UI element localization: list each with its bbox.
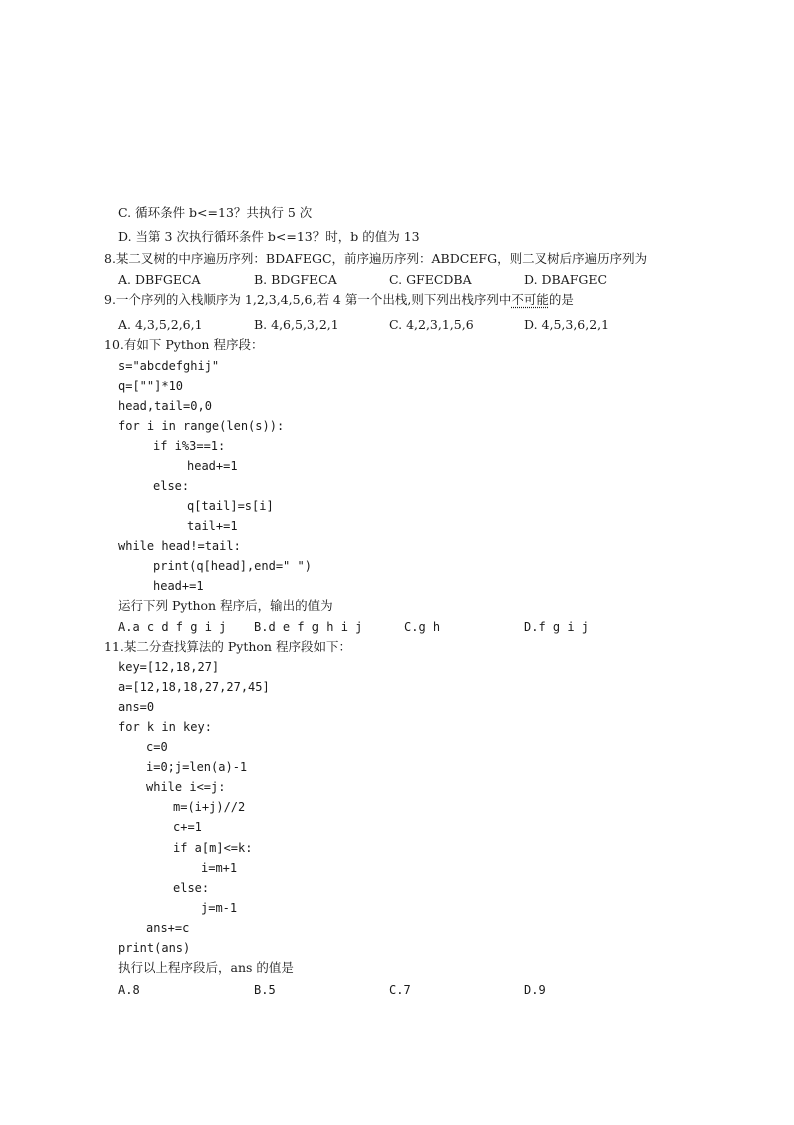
q10-stem: 10.有如下 Python 程序段： (104, 337, 264, 352)
q10-code-line: q=[""]*10 (118, 379, 184, 393)
q7-option-d: D. 当第 3 次执行循环条件 b<=13？时，b 的值为 13 (118, 229, 420, 244)
q10-option-b: B.d e f g h i j (254, 620, 363, 634)
q11-stem: 11.某二分查找算法的 Python 程序段如下： (104, 639, 351, 654)
q9-option-d: D. 4,5,3,6,2,1 (524, 317, 610, 332)
q11-option-a: A.8 (118, 983, 140, 997)
q10-option-d: D.f g i j (524, 620, 590, 634)
q8-option-d: D. DBAFGEC (524, 272, 608, 287)
q11-option-c: C.7 (389, 983, 411, 997)
q10-code-line: q[tail]=s[i] (187, 499, 274, 513)
q10-code-line: for i in range(len(s)): (118, 419, 285, 433)
q9-option-a: A. 4,3,5,2,6,1 (118, 317, 203, 332)
q11-code-line: a=[12,18,18,27,27,45] (118, 680, 270, 694)
q10-code-line: if i%3==1: (153, 439, 226, 453)
q9-stem (104, 292, 574, 308)
q7-option-c: C. 循环条件 b<=13？共执行 5 次 (118, 205, 313, 220)
q10-question: 运行下列 Python 程序后，输出的值为 (118, 598, 333, 613)
q11-question: 执行以上程序段后，ans 的值是 (118, 960, 294, 975)
q8-option-a: A. DBFGECA (118, 272, 201, 287)
q10-code-line: head+=1 (153, 579, 204, 593)
q9-stem-pre: 9.一个序列的入栈顺序为 1,2,3,4,5,6,若 4 第一个出栈,则下列出栈序列中 (104, 292, 512, 307)
q11-code-line: i=m+1 (201, 861, 238, 875)
q10-code-line: print(q[head],end=" ") (153, 559, 312, 573)
q11-option-b: B.5 (254, 983, 276, 997)
q10-code-line: head,tail=0,0 (118, 399, 212, 413)
q11-code-line: j=m-1 (201, 901, 238, 915)
q9-stem-post: 的是 (548, 292, 574, 307)
q11-code-line: ans+=c (146, 921, 190, 935)
q9-option-b: B. 4,6,5,3,2,1 (254, 317, 339, 332)
q11-code-line: for k in key: (118, 720, 212, 734)
q11-option-d: D.9 (524, 983, 546, 997)
q11-code-line: ans=0 (118, 700, 155, 714)
q10-code-line: tail+=1 (187, 519, 238, 533)
q11-code-line: c+=1 (173, 820, 202, 834)
q10-option-c: C.g h (404, 620, 441, 634)
q11-code-line: c=0 (146, 740, 168, 754)
q8-option-c: C. GFECDBA (389, 272, 472, 287)
q10-code-line: while head!=tail: (118, 539, 241, 553)
q11-code-line: print(ans) (118, 941, 191, 955)
q11-code-line: key=[12,18,27] (118, 660, 220, 674)
q10-code-line: s="abcdefghij" (118, 359, 220, 373)
q9-stem-emphasis: 不可能 (511, 292, 549, 307)
q8-option-b: B. BDGFECA (254, 272, 337, 287)
q10-code-line: else: (153, 479, 190, 493)
q11-code-line: if a[m]<=k: (173, 841, 253, 855)
q11-code-line: else: (173, 881, 210, 895)
q11-code-line: while i<=j: (146, 780, 226, 794)
q9-option-c: C. 4,2,3,1,5,6 (389, 317, 474, 332)
q10-code-line: head+=1 (187, 459, 238, 473)
q10-option-a: A.a c d f g i j (118, 620, 227, 634)
q8-stem: 8.某二叉树的中序遍历序列：BDAFEGC，前序遍历序列：ABDCEFG，则二叉树后序遍历序列为 (104, 251, 648, 266)
q11-code-line: m=(i+j)//2 (173, 800, 246, 814)
q11-code-line: i=0;j=len(a)-1 (146, 760, 248, 774)
